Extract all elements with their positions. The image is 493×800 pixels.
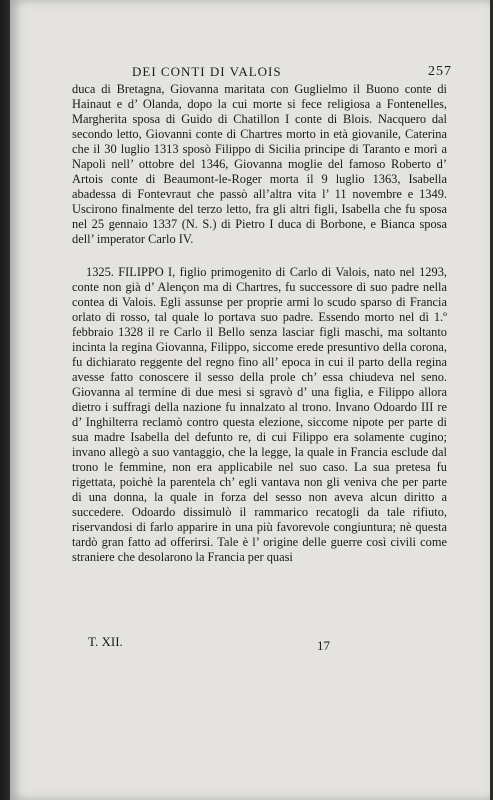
volume-mark: T. XII. (88, 634, 123, 649)
page-number: 257 (428, 64, 452, 79)
paragraph-filippo-i: 1325. FILIPPO I, figlio primogenito di Carlo di Valois, nato nel 1293, conte non già d’ Alençon ma di Chartres, fu successore di suo padre nella contea di Valois. Egli assunse per proprie armi lo scudo sparso di Francia orlato di rosso, tal quale lo portava suo padre. Essendo morto nel dì 1.º febbraio 1328 il re Carlo il Bello senza lasciar figli maschi, ma soltanto incinta la regina Giovanna, Filippo, siccome erede presuntivo della corona, fu dichiarato reggente del regno fino all’ epoca in cui il parto della regina avesse fatto conoscere il sesso della prole ch’ essa chiudeva nel seno. Giovanna al termine di due mesi si sgravò d’ una figlia, e Filippo allora dietro i suffragi della nazione fu innalzato al trono. Invano Odoardo III re d’ Inghilterra reclamò contro questa elezione, siccome nipote per parte di sua madre Isabella del defunto re, di cui Filippo era solamente cugino; invano allegò a suo vantaggio, che la legge, la quale in Francia esclude dal trono le femmine, non era applicabile nel suo caso. La sua pretesa fu rigettata, poichè la parentela ch’ egli vantava non gli veniva che per parte di una donna, la quale in forza del sesso non aveva alcun diritto a succedere. Odoardo dissimulò il rammarico recatogli da tale rifiuto, riservandosi di farlo apparire in una più favorevole congiuntura; nè questa tardò gran fatto ad offerirsi. Tale è l’ origine delle guerre così civili come straniere che desolarono la Francia per quasi (72, 264, 447, 565)
running-header (72, 64, 452, 82)
page-footer (72, 634, 447, 652)
signature-mark: 17 (317, 638, 330, 653)
running-title: DEI CONTI DI VALOIS (132, 64, 282, 79)
page-body (72, 82, 447, 565)
paragraph-continuation: duca di Bretagna, Giovanna maritata con Guglielmo il Buono conte di Hainaut e d’ Olanda, dopo la cui morte si fece religiosa a Fontenelles, Margherita sposa di Guido di Chatillon I conte di Blois. Nacquero dal secondo letto, Giovanni conte di Chartres morto in età giovanile, Caterina che il 30 luglio 1313 sposò Filippo di Sicilia principe di Taranto e morì a Napoli nell’ ottobre del 1346, Giovanna moglie del famoso Roberto d’ Artois conte di Beaumont-le-Roger morta il 9 luglio 1363, Isabella abadessa di Fontevraut che passò all’altra vita l’ 11 novembre e 1349. Uscirono finalmente del terzo letto, fra gli altri figli, Isabella che fu sposa nel 25 gennaio 1337 (N. S.) di Pietro I duca di Borbone, e Bianca sposa dell’ imperator Carlo IV. (72, 82, 447, 247)
